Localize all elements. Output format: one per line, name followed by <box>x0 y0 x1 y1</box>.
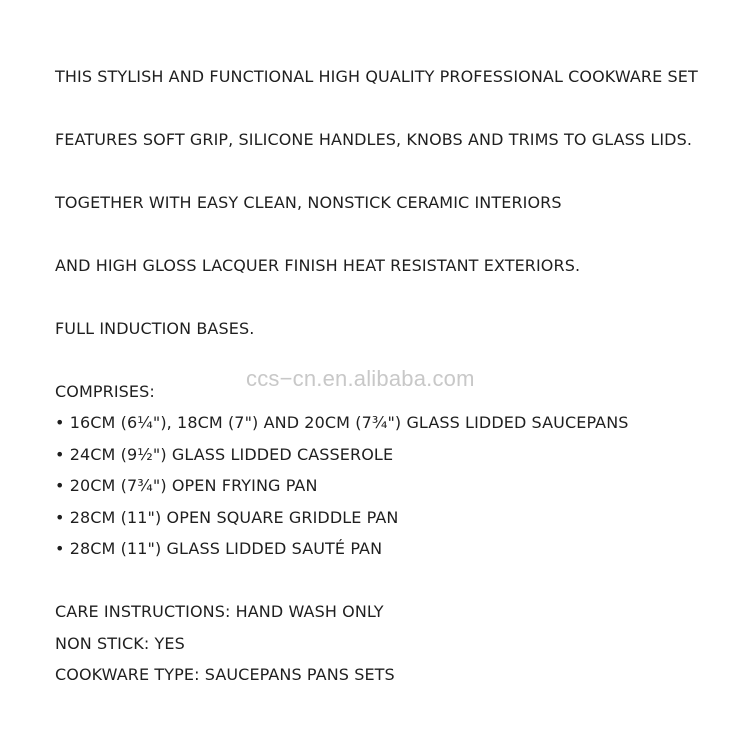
spec-cookware-type: COOKWARE TYPE: SAUCEPANS PANS SETS <box>55 665 395 684</box>
comprises-item-2: • 24CM (9½") GLASS LIDDED CASSEROLE <box>55 445 394 464</box>
comprises-item-5: • 28CM (11") GLASS LIDDED SAUTÉ PAN <box>55 539 383 558</box>
comprises-item-3: • 20CM (7¾") OPEN FRYING PAN <box>55 476 318 495</box>
description-line-1: THIS STYLISH AND FUNCTIONAL HIGH QUALITY PROFESSIONAL COOKWARE SET <box>55 67 698 86</box>
description-line-4: AND HIGH GLOSS LACQUER FINISH HEAT RESISTANT EXTERIORS. <box>55 256 581 275</box>
description-line-5: FULL INDUCTION BASES. <box>55 319 255 338</box>
spec-non-stick: NON STICK: YES <box>55 634 185 653</box>
description-line-2: FEATURES SOFT GRIP, SILICONE HANDLES, KNOBS AND TRIMS TO GLASS LIDS. <box>55 130 693 149</box>
spec-care-instructions: CARE INSTRUCTIONS: HAND WASH ONLY <box>55 602 384 621</box>
comprises-item-4: • 28CM (11") OPEN SQUARE GRIDDLE PAN <box>55 508 399 527</box>
comprises-item-1: • 16CM (6¼"), 18CM (7") AND 20CM (7¾") GLASS LIDDED SAUCEPANS <box>55 413 629 432</box>
description-line-3: TOGETHER WITH EASY CLEAN, NONSTICK CERAMIC INTERIORS <box>55 193 562 212</box>
comprises-heading: COMPRISES: <box>55 382 155 401</box>
watermark: ccs−cn.en.alibaba.com <box>246 366 475 391</box>
